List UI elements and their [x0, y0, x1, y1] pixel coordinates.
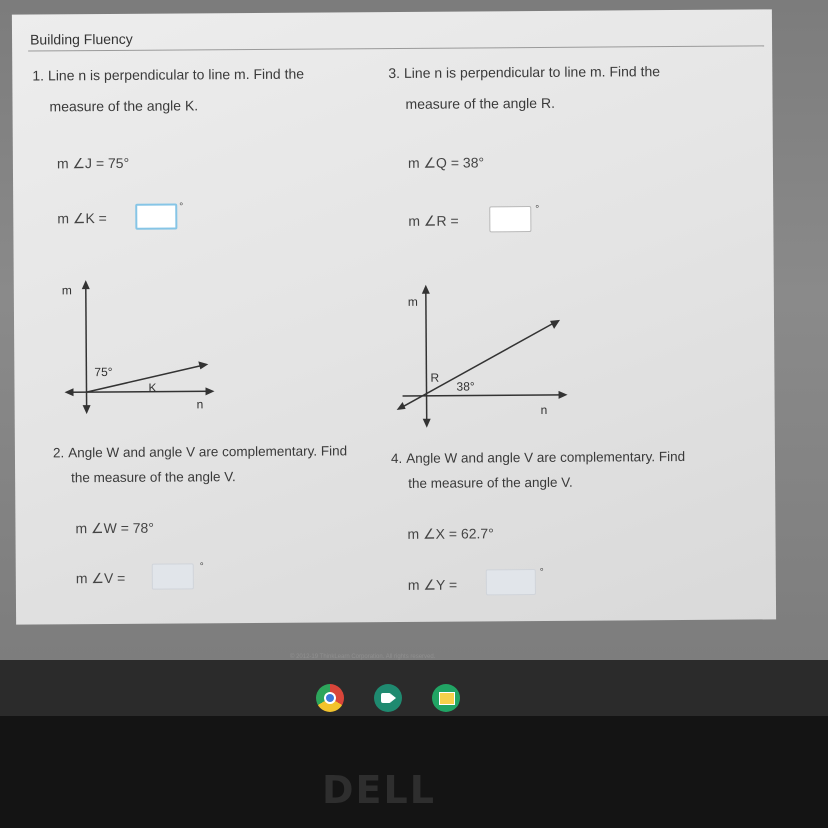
question-text: Line n is perpendicular to line m. Find the [403, 63, 661, 81]
given-angle-x: m ∠X = 62.7° [407, 525, 494, 542]
chrome-icon[interactable] [316, 684, 344, 712]
line-m-label: m [407, 294, 418, 309]
meet-icon[interactable] [374, 684, 402, 712]
degree-symbol: ° [179, 201, 184, 213]
question-number: 4. [390, 450, 403, 467]
unknown-angle-k-label: m ∠K = [57, 210, 107, 227]
answer-input-r[interactable] [489, 206, 531, 232]
answer-input-v[interactable] [152, 563, 194, 589]
point-label: R [430, 370, 440, 385]
unknown-angle-r-label: m ∠R = [408, 212, 459, 229]
given-angle-j: m ∠J = 75° [56, 154, 130, 172]
angle-label: 38° [456, 379, 475, 394]
question-text-cont: the measure of the angle V. [71, 469, 236, 486]
question-2 [53, 438, 348, 490]
dell-logo: DELL [322, 768, 436, 812]
question-3 [388, 56, 660, 120]
classroom-icon[interactable] [432, 684, 460, 712]
copyright-text: © 2012-19 ThinkLearn Corporation. All rights reserved. [290, 654, 436, 660]
question-text-cont: measure of the angle R. [405, 94, 555, 112]
question-number: 3. [388, 64, 401, 82]
line-m-label: m [61, 283, 72, 298]
diagram-1 [60, 275, 221, 416]
given-angle-w: m ∠W = 78° [75, 519, 154, 537]
answer-input-y[interactable] [486, 569, 536, 595]
question-1 [32, 59, 304, 123]
question-text: Angle W and angle V are complementary. Find [68, 443, 348, 461]
unknown-angle-v-label: m ∠V = [75, 569, 126, 587]
question-text-cont: measure of the angle K. [49, 97, 199, 115]
line-n-label: n [196, 397, 204, 412]
diagram-3 [394, 279, 585, 430]
degree-symbol: ° [535, 203, 540, 216]
section-title: Building Fluency [29, 30, 133, 48]
line-n-label: n [540, 402, 548, 417]
degree-symbol: ° [539, 566, 544, 578]
given-angle-q: m ∠Q = 38° [407, 154, 485, 171]
question-number: 1. [32, 67, 45, 84]
answer-input-k[interactable] [135, 204, 177, 230]
question-4 [391, 444, 686, 496]
title-divider [28, 45, 764, 51]
question-number: 2. [52, 445, 65, 461]
angle-label: 75° [94, 364, 113, 380]
unknown-angle-y-label: m ∠Y = [407, 576, 458, 593]
point-label: K [148, 380, 157, 395]
worksheet [12, 9, 776, 624]
degree-symbol: ° [199, 561, 204, 573]
question-text: Angle W and angle V are complementary. Find [406, 448, 686, 466]
question-text: Line n is perpendicular to line m. Find the [47, 65, 305, 84]
question-text-cont: the measure of the angle V. [408, 474, 573, 491]
chromeos-shelf [0, 660, 828, 716]
